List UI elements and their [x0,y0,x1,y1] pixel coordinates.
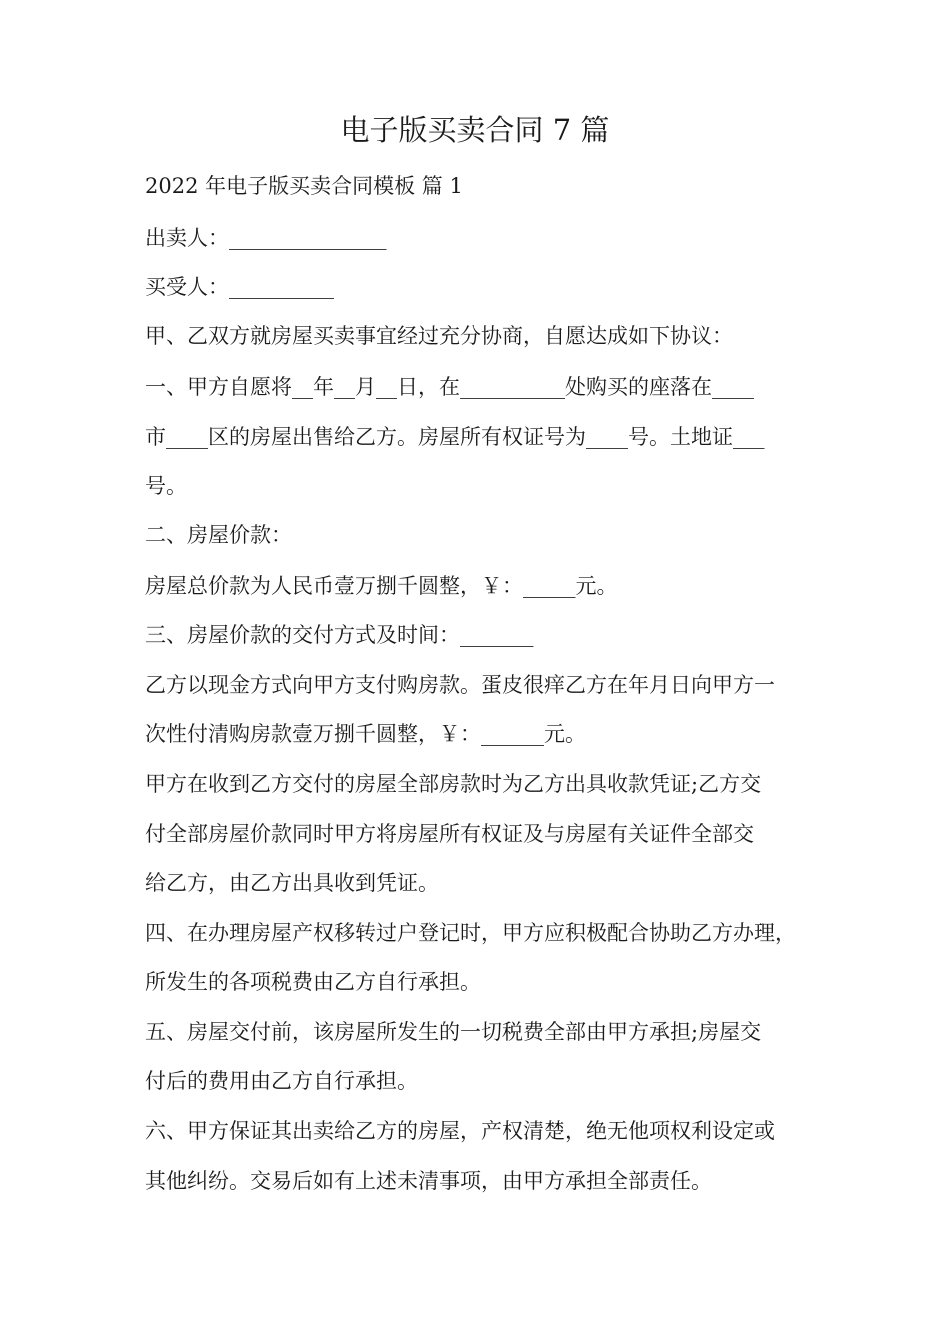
document-subtitle: 2022 年电子版买卖合同模板 篇 1 [145,174,463,198]
paragraph-line: 房屋总价款为人民币壹万捌千圆整，￥：_____元。 [145,574,618,598]
paragraph-line: 甲方在收到乙方交付的房屋全部房款时为乙方出具收款凭证;乙方交 [145,772,762,796]
paragraph-line: 乙方以现金方式向甲方支付购房款。蛋皮很痒乙方在年月日向甲方一 [145,673,775,697]
paragraph-line: 五、房屋交付前，该房屋所发生的一切税费全部由甲方承担;房屋交 [145,1020,762,1044]
paragraph-line: 市____区的房屋出售给乙方。房屋所有权证号为____号。土地证___ [145,425,765,449]
document-title: 电子版买卖合同 7 篇 [340,113,610,147]
paragraph-line: 四、在办理房屋产权移转过户登记时，甲方应积极配合协助乙方办理， [145,921,796,945]
paragraph-line: 付全部房屋价款同时甲方将房屋所有权证及与房屋有关证件全部交 [145,822,754,846]
section-heading: 三、房屋价款的交付方式及时间：_______ [145,623,534,647]
paragraph-line: 甲、乙双方就房屋买卖事宜经过充分协商，自愿达成如下协议： [145,324,733,348]
paragraph-line: 所发生的各项税费由乙方自行承担。 [145,970,481,994]
section-heading: 二、房屋价款： [145,523,292,547]
seller-line: 出卖人：_______________ [145,226,387,250]
buyer-line: 买受人：__________ [145,275,334,299]
paragraph-line: 其他纠纷。交易后如有上述未清事项，由甲方承担全部责任。 [145,1169,712,1193]
paragraph-line: 次性付清购房款壹万捌千圆整，￥：______元。 [145,722,586,746]
paragraph-line: 付后的费用由乙方自行承担。 [145,1069,418,1093]
paragraph-line: 六、甲方保证其出卖给乙方的房屋，产权清楚，绝无他项权利设定或 [145,1119,775,1143]
paragraph-line: 一、甲方自愿将__年__月__日，在__________处购买的座落在____ [145,375,754,399]
paragraph-line: 号。 [145,474,187,498]
paragraph-line: 给乙方，由乙方出具收到凭证。 [145,871,439,895]
